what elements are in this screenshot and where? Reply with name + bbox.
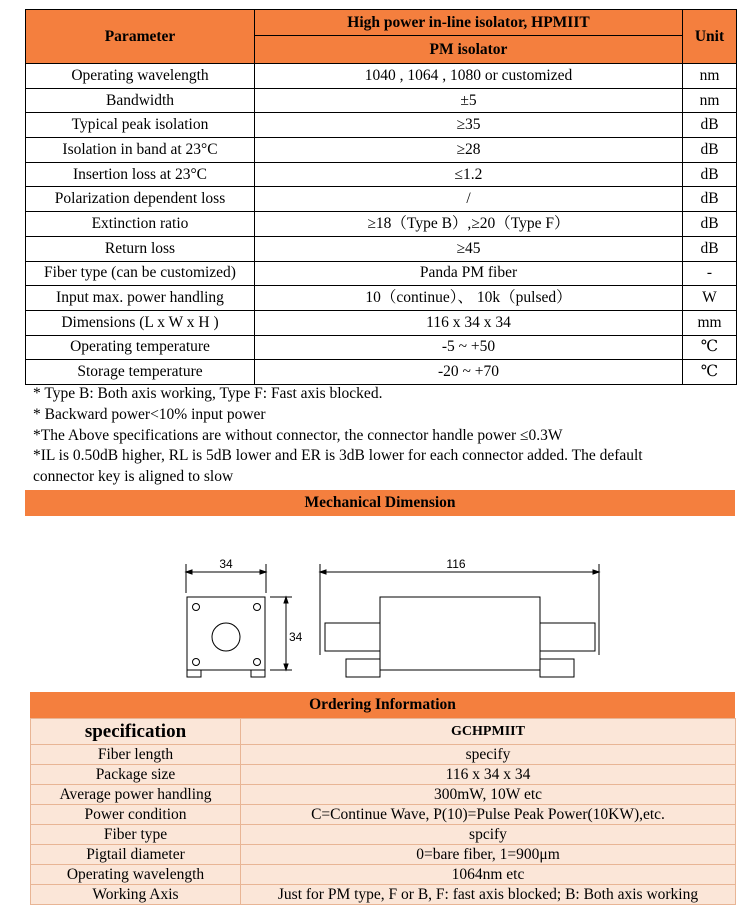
note-line: connector key is aligned to slow: [33, 468, 234, 486]
spec-param-cell: Return loss: [26, 236, 255, 261]
spec-row: [26, 88, 737, 113]
mount-hole: [254, 604, 261, 611]
spec-unit-cell: dB: [683, 236, 737, 261]
spec-param-cell: Polarization dependent loss: [26, 187, 255, 212]
arrowhead: [284, 664, 288, 670]
ordering-label-cell: Fiber type: [31, 825, 241, 845]
spec-row: [26, 261, 737, 286]
spec-param-cell: Isolation in band at 23°C: [26, 138, 255, 163]
spec-unit-cell: dB: [683, 138, 737, 163]
spec-unit-cell: dB: [683, 113, 737, 138]
spec-unit-cell: -: [683, 261, 737, 286]
spec-unit-cell: dB: [683, 212, 737, 237]
note-line: * Type B: Both axis working, Type F: Fast axis blocked.: [33, 385, 383, 402]
spec-row: [26, 64, 737, 89]
spec-unit-cell: W: [683, 286, 737, 311]
ordering-value-cell: spcify: [241, 825, 736, 845]
spec-value-cell: ≤1.2: [255, 162, 683, 187]
mechanical-dimension-title: Mechanical Dimension: [25, 490, 735, 516]
spec-table-body: [26, 64, 737, 385]
note-line: *IL is 0.50dB higher, RL is 5dB lower and ER is 3dB lower for each connector added. The default: [33, 447, 643, 465]
ordering-label-cell: Fiber length: [31, 745, 241, 765]
spec-row: [26, 212, 737, 237]
ordering-table-body: [31, 719, 736, 905]
ordering-row: [31, 765, 736, 785]
ordering-row: [31, 865, 736, 885]
spec-param-cell: Fiber type (can be customized): [26, 261, 255, 286]
spec-row: [26, 113, 737, 138]
mount-hole: [254, 659, 261, 666]
dim-width-label: 34: [219, 557, 233, 571]
spec-param-cell: Operating temperature: [26, 335, 255, 360]
spec-row: [26, 335, 737, 360]
ordering-label-cell: Power condition: [31, 805, 241, 825]
ordering-label-cell: Package size: [31, 765, 241, 785]
ordering-value-cell: specify: [241, 745, 736, 765]
spec-row: [26, 286, 737, 311]
spec-row: [26, 236, 737, 261]
ordering-value-cell: 116 x 34 x 34: [241, 765, 736, 785]
mount-hole: [193, 659, 200, 666]
mount-flange: [346, 659, 380, 677]
spec-unit-cell: nm: [683, 88, 737, 113]
note-line: *The Above specifications are without connector, the connector handle power ≤0.3W: [33, 426, 563, 444]
spec-param-cell: Extinction ratio: [26, 212, 255, 237]
spec-param-cell: Bandwidth: [26, 88, 255, 113]
spec-unit-cell: dB: [683, 187, 737, 212]
spec-unit-cell: ℃: [683, 335, 737, 360]
ordering-header-row: [31, 719, 736, 745]
spec-value-cell: 10（continue）、 10k（pulsed）: [255, 286, 683, 311]
spec-value-cell: ≥28: [255, 138, 683, 163]
ordering-row: [31, 885, 736, 905]
ordering-row: [31, 745, 736, 765]
ordering-value-cell: 1064nm etc: [241, 865, 736, 885]
unit-header: Unit: [683, 10, 737, 64]
spec-table: [25, 9, 737, 385]
fiber-port-circle: [212, 623, 240, 651]
spec-row: [26, 187, 737, 212]
ordering-row: [31, 805, 736, 825]
ordering-label-cell: Pigtail diameter: [31, 845, 241, 865]
notes: [33, 384, 733, 488]
arrowhead: [186, 570, 192, 574]
mount-hole: [193, 604, 200, 611]
ordering-row: [31, 785, 736, 805]
mechanical-drawing: [180, 555, 610, 690]
ordering-row: [31, 845, 736, 865]
ordering-value-cell: 0=bare fiber, 1=900μm: [241, 845, 736, 865]
spec-value-cell: /: [255, 187, 683, 212]
arrowhead: [320, 570, 326, 574]
spec-unit-cell: ℃: [683, 360, 737, 385]
spec-value-cell: -20 ~ +70: [255, 360, 683, 385]
dim-height-label: 34: [289, 630, 303, 644]
product-subheader: PM isolator: [255, 36, 683, 64]
parameter-header: Parameter: [26, 10, 255, 64]
product-code-header: GCHPMIIT: [241, 719, 736, 745]
foot: [251, 670, 265, 677]
foot: [187, 670, 201, 677]
arrowhead: [284, 597, 288, 603]
specification-header: specification: [31, 719, 241, 745]
ordering-label-cell: Operating wavelength: [31, 865, 241, 885]
spec-value-cell: Panda PM fiber: [255, 261, 683, 286]
ordering-row: [31, 825, 736, 845]
spec-value-cell: ≥35: [255, 113, 683, 138]
spec-row: [26, 310, 737, 335]
spec-value-cell: -5 ~ +50: [255, 335, 683, 360]
ordering-label-cell: Average power handling: [31, 785, 241, 805]
spec-param-cell: Typical peak isolation: [26, 113, 255, 138]
ordering-table: [30, 718, 736, 905]
spec-value-cell: 1040 , 1064 , 1080 or customized: [255, 64, 683, 89]
mount-flange: [540, 659, 574, 677]
dim-length-label: 116: [446, 557, 466, 571]
spec-unit-cell: dB: [683, 162, 737, 187]
spec-param-cell: Insertion loss at 23°C: [26, 162, 255, 187]
spec-row: [26, 360, 737, 385]
spec-param-cell: Operating wavelength: [26, 64, 255, 89]
side-view-body: [380, 597, 540, 670]
arrowhead: [260, 570, 266, 574]
spec-value-cell: 116 x 34 x 34: [255, 310, 683, 335]
spec-row: [26, 162, 737, 187]
spec-value-cell: ≥45: [255, 236, 683, 261]
note-line: * Backward power<10% input power: [33, 405, 266, 423]
ordering-value-cell: 300mW, 10W etc: [241, 785, 736, 805]
spec-unit-cell: nm: [683, 64, 737, 89]
spec-value-cell: ±5: [255, 88, 683, 113]
ordering-information-title: Ordering Information: [30, 692, 735, 718]
spec-value-cell: ≥18（Type B）,≥20（Type F）: [255, 212, 683, 237]
spec-unit-cell: mm: [683, 310, 737, 335]
spec-param-cell: Input max. power handling: [26, 286, 255, 311]
spec-param-cell: Dimensions (L x W x H ): [26, 310, 255, 335]
product-header: High power in-line isolator, HPMIIT: [255, 10, 683, 36]
fiber-boot: [540, 623, 595, 651]
arrowhead: [593, 570, 599, 574]
fiber-boot: [325, 623, 380, 651]
spec-row: [26, 138, 737, 163]
ordering-value-cell: Just for PM type, F or B, F: fast axis blocked; B: Both axis working: [241, 885, 736, 905]
spec-param-cell: Storage temperature: [26, 360, 255, 385]
ordering-value-cell: C=Continue Wave, P(10)=Pulse Peak Power(10KW),etc.: [241, 805, 736, 825]
ordering-label-cell: Working Axis: [31, 885, 241, 905]
